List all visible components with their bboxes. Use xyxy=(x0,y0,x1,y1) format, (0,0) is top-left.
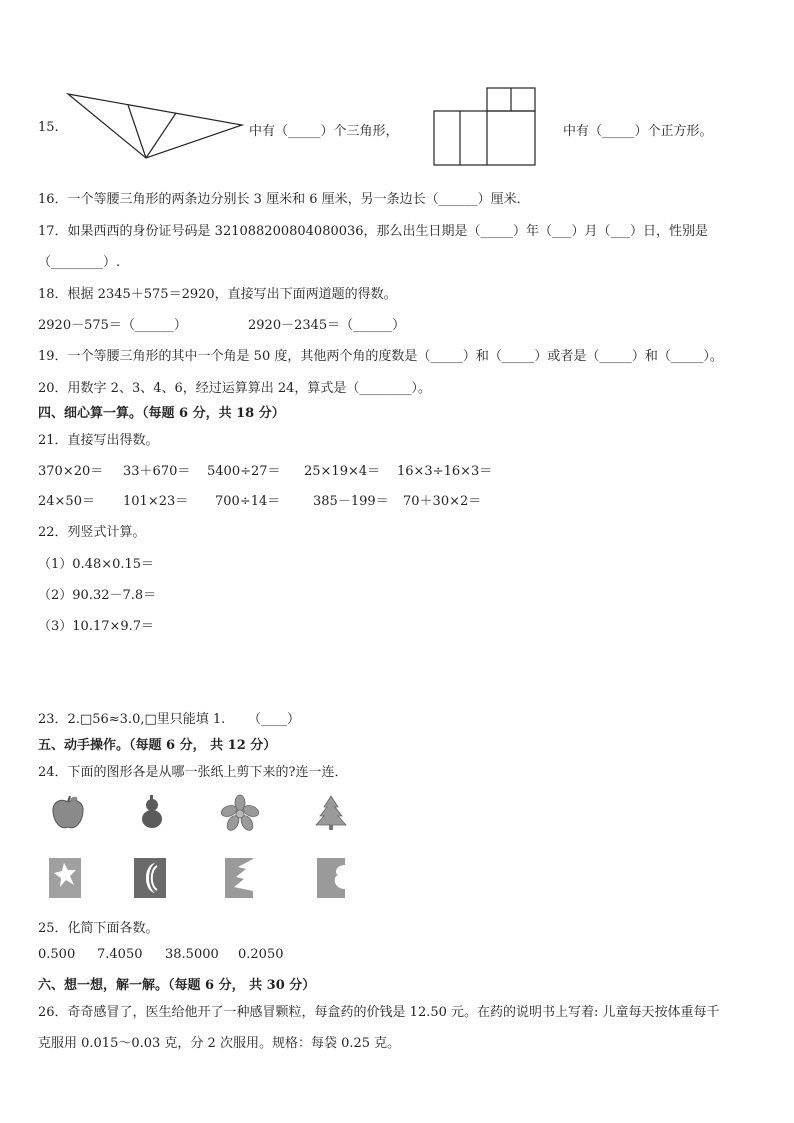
q15-square-question: 中有（_____）个正方形。 xyxy=(563,124,713,139)
q21-item: 25×19×4＝ xyxy=(304,464,381,479)
paper-sheet-2-icon xyxy=(133,857,167,899)
flower-icon xyxy=(221,795,259,831)
square-figure xyxy=(432,86,538,168)
q18-b: 2920－2345＝（______） xyxy=(248,318,406,333)
section-6-heading: 六、想一想，解一解。（每题 6 分， 共 30 分） xyxy=(38,978,316,993)
q21-item: 370×20＝ xyxy=(38,464,104,479)
paper-sheet-1-icon xyxy=(48,857,82,899)
q21-item: 700÷14＝ xyxy=(215,494,281,509)
q17-line2: （________）. xyxy=(38,255,121,270)
q22-item-3: （3）10.17×9.7＝ xyxy=(38,619,155,634)
q15-triangle-question: 中有（_____）个三角形， xyxy=(249,124,399,139)
triangle-figure xyxy=(66,92,246,162)
q22-title: 22．列竖式计算。 xyxy=(38,525,146,540)
q22-item-1: （1）0.48×0.15＝ xyxy=(38,557,155,572)
q25-number: 0.2050 xyxy=(238,947,284,962)
q21-item: 16×3÷16×3＝ xyxy=(397,464,493,479)
q26-line2: 克服用 0.015～0.03 克，分 2 次服用。规格：每袋 0.25 克。 xyxy=(38,1036,401,1051)
q22-item-2: （2）90.32－7.8＝ xyxy=(38,588,157,603)
apple-icon xyxy=(50,795,86,831)
q25-title: 25．化简下面各数。 xyxy=(38,921,159,936)
section-4-heading: 四、细心算一算。（每题 6 分，共 18 分） xyxy=(38,406,285,421)
paper-sheet-4-icon xyxy=(316,857,346,899)
q21-title: 21．直接写出得数。 xyxy=(38,433,159,448)
section-5-heading: 五、动手操作。（每题 6 分， 共 12 分） xyxy=(38,738,277,753)
q25-number: 7.4050 xyxy=(97,947,143,962)
q25-number: 0.500 xyxy=(38,947,76,962)
q24-text: 24．下面的图形各是从哪一张纸上剪下来的?连一连． xyxy=(38,765,348,780)
q21-item: 33＋670＝ xyxy=(123,464,191,479)
q21-item: 385－199＝ xyxy=(313,494,389,509)
q21-item: 101×23＝ xyxy=(123,494,189,509)
q26-line1: 26．奇奇感冒了，医生给他开了一种感冒颗粒，每盒药的价钱是 12.50 元。在药的说明书上写着: 儿童每天按体重每千 xyxy=(38,1005,720,1020)
q23-text: 23．2.□56≈3.0,□里只能填 1. xyxy=(38,712,226,727)
q16-text: 16．一个等腰三角形的两条边分别长 3 厘米和 6 厘米，另一条边长（______）厘米． xyxy=(38,192,530,207)
q18-line1: 18．根据 2345＋575＝2920，直接写出下面两道题的得数。 xyxy=(38,287,397,302)
q15-number: 15. xyxy=(38,120,59,135)
gourd-icon xyxy=(137,795,167,831)
q18-a: 2920－575＝（______） xyxy=(38,318,187,333)
q21-item: 70＋30×2＝ xyxy=(403,494,482,509)
paper-sheet-3-icon xyxy=(224,857,254,899)
q21-item: 24×50＝ xyxy=(38,494,95,509)
q23-blank: （____） xyxy=(248,712,301,727)
q21-item: 5400÷27＝ xyxy=(207,464,281,479)
tree-icon xyxy=(313,795,349,831)
q19-text: 19．一个等腰三角形的其中一个角是 50 度，其他两个角的度数是（_____）和（_____）或者是（_____）和（_____）。 xyxy=(38,349,723,364)
q25-number: 38.5000 xyxy=(165,947,219,962)
q20-text: 20．用数字 2、3、4、6，经过运算算出 24，算式是（________）。 xyxy=(38,381,431,396)
q17-line1: 17．如果西西的身份证号码是 321088200804080036，那么出生日期是（_____）年（___）月（___）日，性别是 xyxy=(38,224,709,239)
